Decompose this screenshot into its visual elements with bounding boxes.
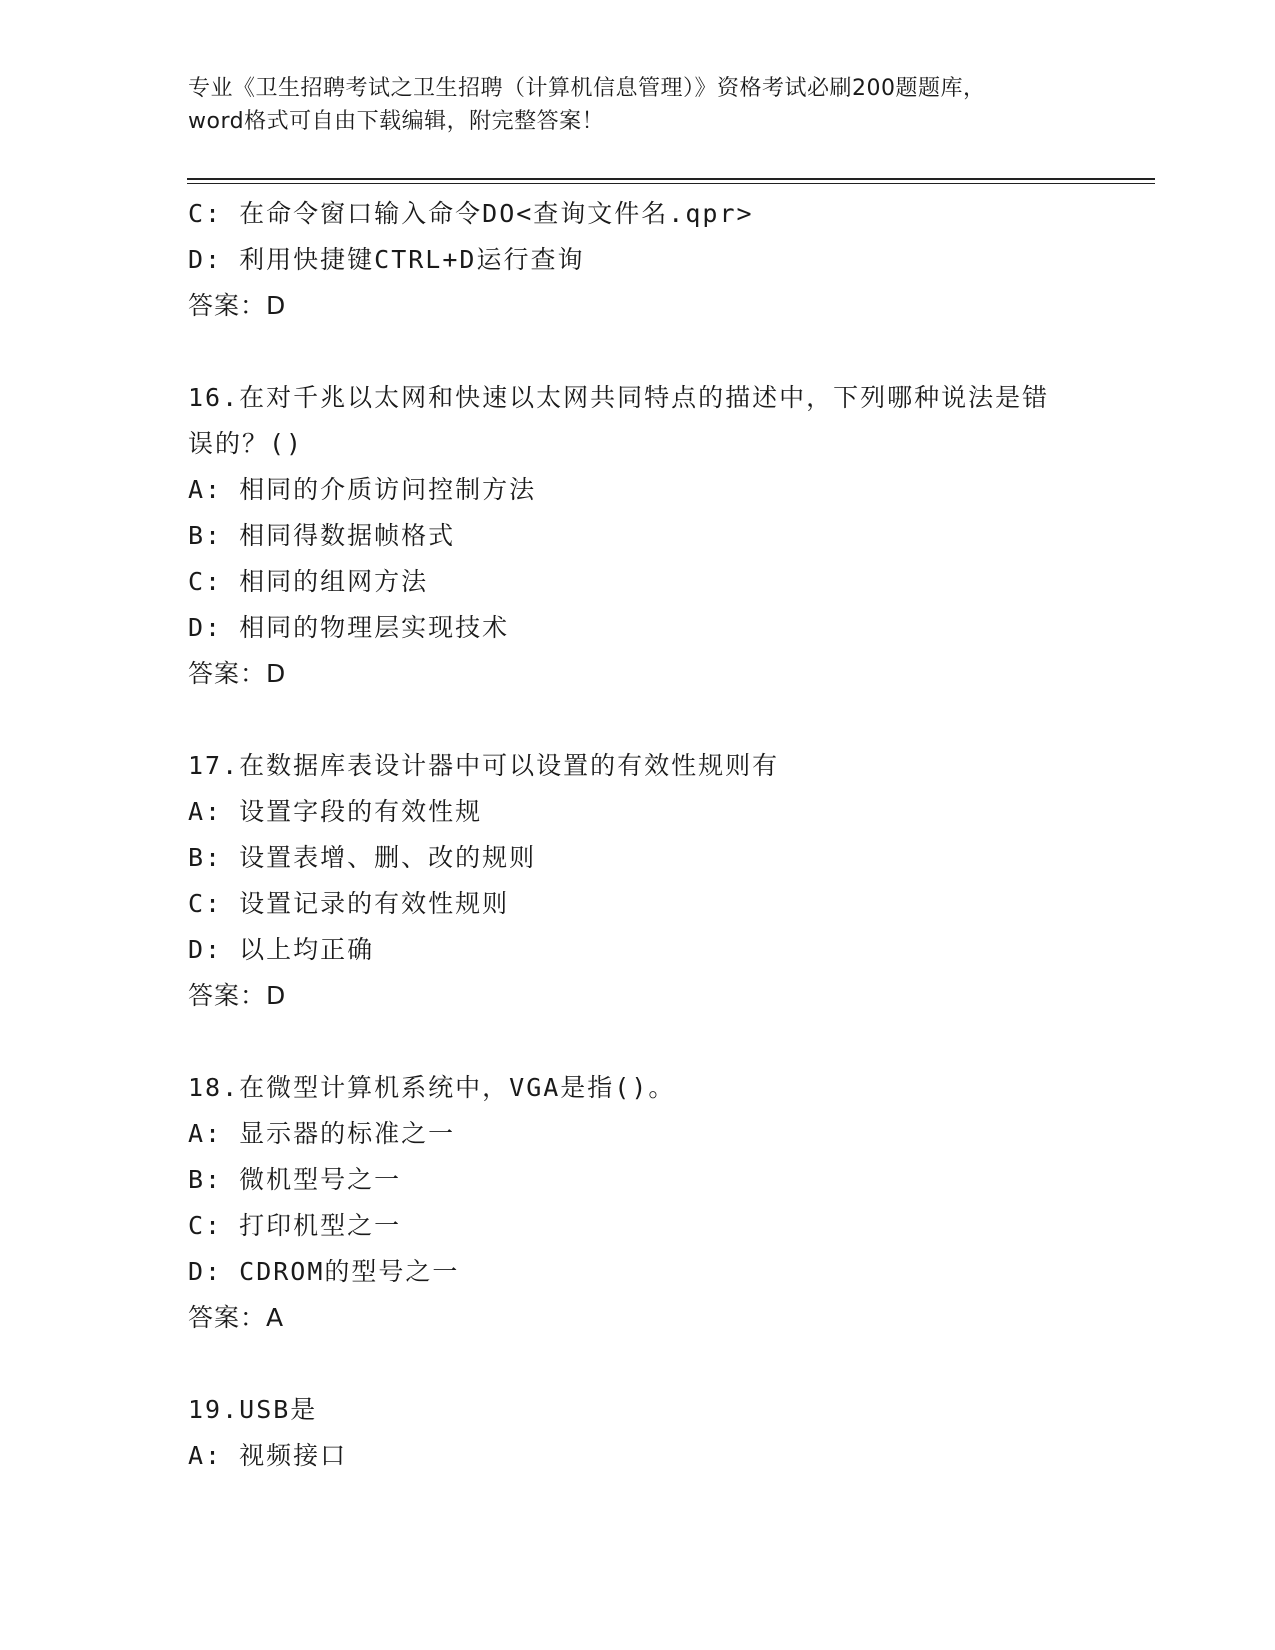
question-18 [188, 1065, 1148, 1341]
spacer [188, 1341, 1148, 1387]
header-rule-thick [187, 178, 1155, 180]
question-16 [188, 375, 1148, 697]
spacer [188, 697, 1148, 743]
option-c: C: 设置记录的有效性规则 [188, 889, 510, 918]
option-d: D: 相同的物理层实现技术 [188, 613, 510, 642]
answer-line: 答案：A [188, 1303, 285, 1332]
question-19 [188, 1387, 1148, 1479]
option-d: D: 以上均正确 [188, 935, 375, 964]
option-a: A: 视频接口 [188, 1441, 348, 1470]
option-c: C: 相同的组网方法 [188, 567, 429, 596]
question-content [188, 191, 1148, 1479]
document-header [188, 72, 1088, 138]
answer-line: 答案：D [188, 659, 287, 688]
question-stem: 19.USB是 [188, 1395, 318, 1424]
header-line-2: word格式可自由下载编辑，附完整答案！ [188, 109, 605, 134]
question-15-continuation [188, 191, 1148, 329]
header-rule-thin [187, 183, 1155, 184]
spacer [188, 1019, 1148, 1065]
option-a: A: 设置字段的有效性规 [188, 797, 483, 826]
option-b: B: 相同得数据帧格式 [188, 521, 456, 550]
question-stem: 17.在数据库表设计器中可以设置的有效性规则有 [188, 751, 780, 780]
option-a: A: 相同的介质访问控制方法 [188, 475, 537, 504]
option-b: B: 微机型号之一 [188, 1165, 402, 1194]
option-c: C: 在命令窗口输入命令DO<查询文件名.qpr> [188, 199, 754, 228]
answer-line: 答案：D [188, 981, 287, 1010]
option-b: B: 设置表增、删、改的规则 [188, 843, 537, 872]
question-stem: 16.在对千兆以太网和快速以太网共同特点的描述中，下列哪种说法是错误的？() [188, 383, 1050, 458]
option-d: D: 利用快捷键CTRL+D运行查询 [188, 245, 585, 274]
question-17 [188, 743, 1148, 1019]
option-d: D: CDROM的型号之一 [188, 1257, 460, 1286]
question-stem: 18.在微型计算机系统中，VGA是指()。 [188, 1073, 676, 1102]
header-line-1: 专业《卫生招聘考试之卫生招聘（计算机信息管理）》资格考试必刷200题题库， [188, 76, 986, 101]
option-c: C: 打印机型之一 [188, 1211, 402, 1240]
answer-line: 答案：D [188, 291, 287, 320]
spacer [188, 329, 1148, 375]
option-a: A: 显示器的标准之一 [188, 1119, 456, 1148]
